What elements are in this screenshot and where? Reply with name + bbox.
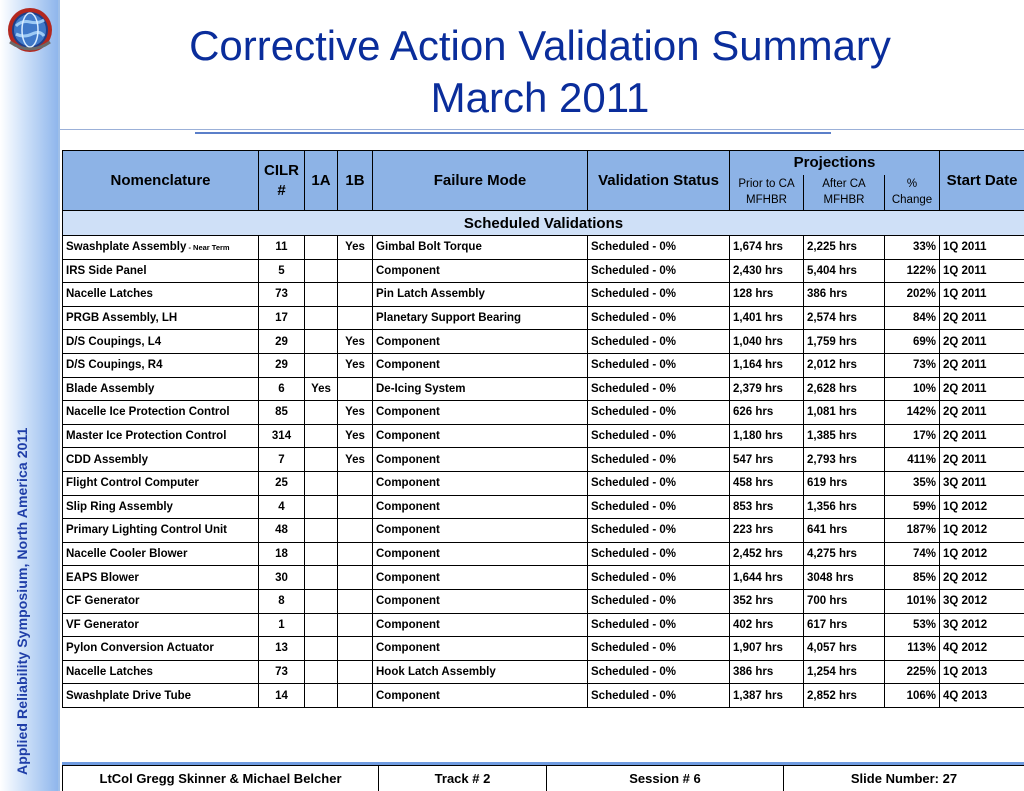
slide-footer — [62, 765, 1024, 791]
cell-prior-mfhbr: 2,452 hrs — [730, 542, 804, 566]
cell-cilr: 7 — [259, 448, 305, 472]
nomenclature-text: Primary Lighting Control Unit — [66, 524, 227, 537]
cell-percent-change: 10% — [885, 377, 940, 401]
cell-prior-mfhbr: 1,387 hrs — [730, 684, 804, 708]
cell-cilr: 29 — [259, 330, 305, 354]
cell-nomenclature — [63, 401, 259, 425]
header-prior-mfhbr: Prior to CA MFHBR — [730, 175, 804, 211]
nomenclature-text: EAPS Blower — [66, 571, 139, 584]
section-scheduled-validations: Scheduled Validations — [63, 211, 1024, 236]
cell-validation-status: Scheduled - 0% — [588, 566, 730, 590]
cell-1b: Yes — [338, 448, 373, 472]
cell-after-mfhbr: 2,012 hrs — [804, 353, 885, 377]
cell-1a — [305, 660, 338, 684]
cell-nomenclature — [63, 236, 259, 260]
cell-percent-change: 74% — [885, 542, 940, 566]
nomenclature-text: Swashplate Assembly — [66, 241, 187, 254]
header-projections: Projections — [730, 151, 940, 175]
cell-cilr: 4 — [259, 495, 305, 519]
nomenclature-text: Slip Ring Assembly — [66, 500, 173, 513]
cell-after-mfhbr: 2,852 hrs — [804, 684, 885, 708]
cell-validation-status: Scheduled - 0% — [588, 353, 730, 377]
cell-validation-status: Scheduled - 0% — [588, 660, 730, 684]
cell-1b: Yes — [338, 401, 373, 425]
cell-failure-mode: Hook Latch Assembly — [373, 660, 588, 684]
cell-start-date: 2Q 2011 — [940, 377, 1024, 401]
cell-failure-mode: Planetary Support Bearing — [373, 306, 588, 330]
cell-start-date: 1Q 2012 — [940, 519, 1024, 543]
nomenclature-text: IRS Side Panel — [66, 264, 147, 277]
header-cilr: CILR # — [259, 151, 305, 211]
nomenclature-text: VF Generator — [66, 618, 139, 631]
table-row — [63, 306, 1024, 330]
cell-1a — [305, 684, 338, 708]
table-row — [63, 471, 1024, 495]
cell-nomenclature — [63, 542, 259, 566]
cell-percent-change: 101% — [885, 589, 940, 613]
cell-nomenclature — [63, 330, 259, 354]
cell-prior-mfhbr: 1,644 hrs — [730, 566, 804, 590]
cell-percent-change: 122% — [885, 259, 940, 283]
cell-1b — [338, 283, 373, 307]
cell-1b — [338, 259, 373, 283]
cell-failure-mode: Component — [373, 519, 588, 543]
cell-validation-status: Scheduled - 0% — [588, 401, 730, 425]
table-row — [63, 495, 1024, 519]
cell-failure-mode: Component — [373, 353, 588, 377]
cell-cilr: 25 — [259, 471, 305, 495]
cell-failure-mode: Component — [373, 684, 588, 708]
nomenclature-text: PRGB Assembly, LH — [66, 312, 178, 325]
title-line-1: Corrective Action Validation Summary — [189, 22, 891, 69]
nomenclature-text: Nacelle Cooler Blower — [66, 548, 188, 561]
nomenclature-text: Master Ice Protection Control — [66, 430, 227, 443]
cell-failure-mode: Gimbal Bolt Torque — [373, 236, 588, 260]
cell-validation-status: Scheduled - 0% — [588, 259, 730, 283]
cell-prior-mfhbr: 352 hrs — [730, 589, 804, 613]
cell-cilr: 6 — [259, 377, 305, 401]
cell-cilr: 30 — [259, 566, 305, 590]
cell-cilr: 18 — [259, 542, 305, 566]
nomenclature-text: Flight Control Computer — [66, 477, 199, 490]
cell-prior-mfhbr: 223 hrs — [730, 519, 804, 543]
table-row — [63, 283, 1024, 307]
cell-percent-change: 202% — [885, 283, 940, 307]
cell-after-mfhbr: 1,356 hrs — [804, 495, 885, 519]
cell-percent-change: 53% — [885, 613, 940, 637]
cell-prior-mfhbr: 1,674 hrs — [730, 236, 804, 260]
table-row — [63, 637, 1024, 661]
cell-nomenclature — [63, 259, 259, 283]
cell-validation-status: Scheduled - 0% — [588, 637, 730, 661]
cell-1b — [338, 566, 373, 590]
cell-nomenclature — [63, 519, 259, 543]
cell-prior-mfhbr: 386 hrs — [730, 660, 804, 684]
cell-after-mfhbr: 700 hrs — [804, 589, 885, 613]
nomenclature-text: CF Generator — [66, 595, 140, 608]
cell-prior-mfhbr: 1,180 hrs — [730, 424, 804, 448]
title-divider — [60, 129, 1024, 130]
cell-nomenclature — [63, 660, 259, 684]
cell-percent-change: 35% — [885, 471, 940, 495]
cell-start-date: 1Q 2011 — [940, 259, 1024, 283]
cell-1b: Yes — [338, 353, 373, 377]
cell-failure-mode: Component — [373, 566, 588, 590]
table-row — [63, 660, 1024, 684]
cell-1b — [338, 613, 373, 637]
cell-1a — [305, 448, 338, 472]
cell-validation-status: Scheduled - 0% — [588, 236, 730, 260]
cell-after-mfhbr: 619 hrs — [804, 471, 885, 495]
cell-validation-status: Scheduled - 0% — [588, 589, 730, 613]
cell-failure-mode: Component — [373, 637, 588, 661]
validation-summary-table — [62, 150, 1024, 708]
title-underline — [195, 132, 831, 134]
header-nomenclature: Nomenclature — [63, 151, 259, 211]
cell-1a — [305, 542, 338, 566]
cell-after-mfhbr: 2,793 hrs — [804, 448, 885, 472]
cell-1a — [305, 401, 338, 425]
cell-cilr: 48 — [259, 519, 305, 543]
cell-start-date: 2Q 2011 — [940, 306, 1024, 330]
cell-prior-mfhbr: 1,040 hrs — [730, 330, 804, 354]
cell-1b — [338, 542, 373, 566]
cell-validation-status: Scheduled - 0% — [588, 495, 730, 519]
cell-percent-change: 113% — [885, 637, 940, 661]
nomenclature-text: Nacelle Latches — [66, 665, 153, 678]
table-row — [63, 448, 1024, 472]
cell-percent-change: 73% — [885, 353, 940, 377]
footer-track: Track # 2 — [379, 766, 547, 791]
cell-cilr: 8 — [259, 589, 305, 613]
cell-after-mfhbr: 5,404 hrs — [804, 259, 885, 283]
nomenclature-text: Nacelle Latches — [66, 288, 153, 301]
cell-1a — [305, 424, 338, 448]
cell-nomenclature — [63, 495, 259, 519]
cell-validation-status: Scheduled - 0% — [588, 613, 730, 637]
cell-percent-change: 59% — [885, 495, 940, 519]
cell-start-date: 4Q 2012 — [940, 637, 1024, 661]
cell-prior-mfhbr: 2,430 hrs — [730, 259, 804, 283]
cell-cilr: 5 — [259, 259, 305, 283]
cell-percent-change: 33% — [885, 236, 940, 260]
globe-gear-logo-icon — [2, 2, 58, 58]
nomenclature-text: Blade Assembly — [66, 382, 155, 395]
cell-cilr: 73 — [259, 283, 305, 307]
cell-validation-status: Scheduled - 0% — [588, 684, 730, 708]
cell-1a — [305, 259, 338, 283]
cell-after-mfhbr: 2,628 hrs — [804, 377, 885, 401]
cell-1a — [305, 353, 338, 377]
cell-after-mfhbr: 2,225 hrs — [804, 236, 885, 260]
cell-cilr: 85 — [259, 401, 305, 425]
cell-nomenclature — [63, 566, 259, 590]
table-row — [63, 236, 1024, 260]
cell-failure-mode: Component — [373, 495, 588, 519]
cell-1a — [305, 330, 338, 354]
cell-prior-mfhbr: 853 hrs — [730, 495, 804, 519]
cell-failure-mode: Component — [373, 401, 588, 425]
header-1b: 1B — [338, 151, 373, 211]
table-row — [63, 353, 1024, 377]
cell-1b — [338, 684, 373, 708]
cell-percent-change: 85% — [885, 566, 940, 590]
nomenclature-text: Swashplate Drive Tube — [66, 689, 192, 702]
cell-1a: Yes — [305, 377, 338, 401]
header-percent-change: % Change — [885, 175, 940, 211]
cell-prior-mfhbr: 547 hrs — [730, 448, 804, 472]
cell-cilr: 314 — [259, 424, 305, 448]
cell-start-date: 4Q 2013 — [940, 684, 1024, 708]
cell-validation-status: Scheduled - 0% — [588, 283, 730, 307]
cell-failure-mode: Pin Latch Assembly — [373, 283, 588, 307]
cell-start-date: 3Q 2011 — [940, 471, 1024, 495]
nomenclature-text: D/S Coupings, L4 — [66, 335, 162, 348]
cell-prior-mfhbr: 1,907 hrs — [730, 637, 804, 661]
cell-validation-status: Scheduled - 0% — [588, 448, 730, 472]
cell-prior-mfhbr: 2,379 hrs — [730, 377, 804, 401]
footer-authors: LtCol Gregg Skinner & Michael Belcher — [63, 766, 379, 791]
cell-after-mfhbr: 3048 hrs — [804, 566, 885, 590]
title-line-2: March 2011 — [430, 74, 650, 121]
table-row — [63, 589, 1024, 613]
table-row — [63, 401, 1024, 425]
cell-1a — [305, 283, 338, 307]
cell-validation-status: Scheduled - 0% — [588, 377, 730, 401]
cell-failure-mode: De-Icing System — [373, 377, 588, 401]
cell-start-date: 2Q 2011 — [940, 353, 1024, 377]
cell-prior-mfhbr: 1,164 hrs — [730, 353, 804, 377]
cell-failure-mode: Component — [373, 542, 588, 566]
cell-cilr: 11 — [259, 236, 305, 260]
table-row — [63, 566, 1024, 590]
cell-prior-mfhbr: 402 hrs — [730, 613, 804, 637]
cell-failure-mode: Component — [373, 471, 588, 495]
cell-percent-change: 69% — [885, 330, 940, 354]
cell-cilr: 29 — [259, 353, 305, 377]
table-row — [63, 424, 1024, 448]
cell-after-mfhbr: 1,759 hrs — [804, 330, 885, 354]
cell-nomenclature — [63, 377, 259, 401]
cell-1b — [338, 495, 373, 519]
header-start-date: Start Date — [940, 151, 1024, 211]
cell-1b — [338, 471, 373, 495]
cell-nomenclature — [63, 424, 259, 448]
cell-1b — [338, 589, 373, 613]
cell-validation-status: Scheduled - 0% — [588, 424, 730, 448]
cell-nomenclature — [63, 684, 259, 708]
cell-percent-change: 225% — [885, 660, 940, 684]
cell-1b — [338, 306, 373, 330]
cell-after-mfhbr: 1,254 hrs — [804, 660, 885, 684]
cell-percent-change: 411% — [885, 448, 940, 472]
cell-1b: Yes — [338, 424, 373, 448]
cell-after-mfhbr: 1,081 hrs — [804, 401, 885, 425]
cell-validation-status: Scheduled - 0% — [588, 519, 730, 543]
cell-1b — [338, 377, 373, 401]
cell-cilr: 1 — [259, 613, 305, 637]
cell-cilr: 14 — [259, 684, 305, 708]
cell-start-date: 1Q 2012 — [940, 495, 1024, 519]
cell-start-date: 2Q 2011 — [940, 401, 1024, 425]
table-row — [63, 330, 1024, 354]
cell-1b — [338, 637, 373, 661]
cell-validation-status: Scheduled - 0% — [588, 542, 730, 566]
cell-1a — [305, 519, 338, 543]
cell-1a — [305, 637, 338, 661]
nomenclature-text: CDD Assembly — [66, 453, 149, 466]
cell-nomenclature — [63, 448, 259, 472]
header-failure-mode: Failure Mode — [373, 151, 588, 211]
cell-after-mfhbr: 1,385 hrs — [804, 424, 885, 448]
nomenclature-text: Nacelle Ice Protection Control — [66, 406, 230, 419]
cell-percent-change: 142% — [885, 401, 940, 425]
cell-1a — [305, 566, 338, 590]
cell-prior-mfhbr: 128 hrs — [730, 283, 804, 307]
cell-failure-mode: Component — [373, 589, 588, 613]
cell-1a — [305, 495, 338, 519]
cell-1b: Yes — [338, 236, 373, 260]
cell-after-mfhbr: 386 hrs — [804, 283, 885, 307]
table-row — [63, 519, 1024, 543]
cell-validation-status: Scheduled - 0% — [588, 471, 730, 495]
cell-prior-mfhbr: 626 hrs — [730, 401, 804, 425]
cell-nomenclature — [63, 283, 259, 307]
cell-failure-mode: Component — [373, 424, 588, 448]
cell-start-date: 1Q 2011 — [940, 283, 1024, 307]
cell-1a — [305, 236, 338, 260]
cell-failure-mode: Component — [373, 330, 588, 354]
cell-nomenclature — [63, 306, 259, 330]
cell-percent-change: 106% — [885, 684, 940, 708]
cell-percent-change: 17% — [885, 424, 940, 448]
footer-slide-number: Slide Number: 27 — [784, 766, 1024, 791]
sidebar-conference-text: Applied Reliability Symposium, North America 2011 — [14, 427, 30, 775]
cell-after-mfhbr: 641 hrs — [804, 519, 885, 543]
cell-cilr: 17 — [259, 306, 305, 330]
cell-start-date: 2Q 2011 — [940, 448, 1024, 472]
cell-1a — [305, 471, 338, 495]
cell-start-date: 1Q 2011 — [940, 236, 1024, 260]
cell-failure-mode: Component — [373, 613, 588, 637]
cell-start-date: 1Q 2013 — [940, 660, 1024, 684]
cell-start-date: 2Q 2011 — [940, 330, 1024, 354]
cell-1b — [338, 660, 373, 684]
cell-start-date: 3Q 2012 — [940, 589, 1024, 613]
table-row — [63, 377, 1024, 401]
cell-1b — [338, 519, 373, 543]
sidebar — [0, 0, 60, 791]
cell-prior-mfhbr: 458 hrs — [730, 471, 804, 495]
cell-percent-change: 187% — [885, 519, 940, 543]
cell-failure-mode: Component — [373, 448, 588, 472]
table-row — [63, 542, 1024, 566]
cell-failure-mode: Component — [373, 259, 588, 283]
footer-session: Session # 6 — [547, 766, 784, 791]
cell-1b: Yes — [338, 330, 373, 354]
cell-percent-change: 84% — [885, 306, 940, 330]
cell-after-mfhbr: 4,057 hrs — [804, 637, 885, 661]
cell-after-mfhbr: 4,275 hrs — [804, 542, 885, 566]
header-after-mfhbr: After CA MFHBR — [804, 175, 885, 211]
cell-1a — [305, 589, 338, 613]
cell-prior-mfhbr: 1,401 hrs — [730, 306, 804, 330]
cell-start-date: 1Q 2012 — [940, 542, 1024, 566]
cell-start-date: 3Q 2012 — [940, 613, 1024, 637]
cell-start-date: 2Q 2011 — [940, 424, 1024, 448]
header-validation-status: Validation Status — [588, 151, 730, 211]
nomenclature-text: Pylon Conversion Actuator — [66, 642, 214, 655]
cell-cilr: 73 — [259, 660, 305, 684]
table-row — [63, 684, 1024, 708]
cell-1a — [305, 613, 338, 637]
cell-validation-status: Scheduled - 0% — [588, 330, 730, 354]
nomenclature-text: D/S Coupings, R4 — [66, 359, 163, 372]
cell-cilr: 13 — [259, 637, 305, 661]
header-1a: 1A — [305, 151, 338, 211]
cell-nomenclature — [63, 589, 259, 613]
cell-start-date: 2Q 2012 — [940, 566, 1024, 590]
cell-nomenclature — [63, 613, 259, 637]
cell-nomenclature — [63, 471, 259, 495]
page-title — [90, 20, 990, 124]
near-term-note: - Near Term — [186, 243, 230, 253]
cell-nomenclature — [63, 637, 259, 661]
cell-after-mfhbr: 617 hrs — [804, 613, 885, 637]
table-row — [63, 259, 1024, 283]
table-row — [63, 613, 1024, 637]
cell-nomenclature — [63, 353, 259, 377]
cell-1a — [305, 306, 338, 330]
cell-after-mfhbr: 2,574 hrs — [804, 306, 885, 330]
cell-validation-status: Scheduled - 0% — [588, 306, 730, 330]
